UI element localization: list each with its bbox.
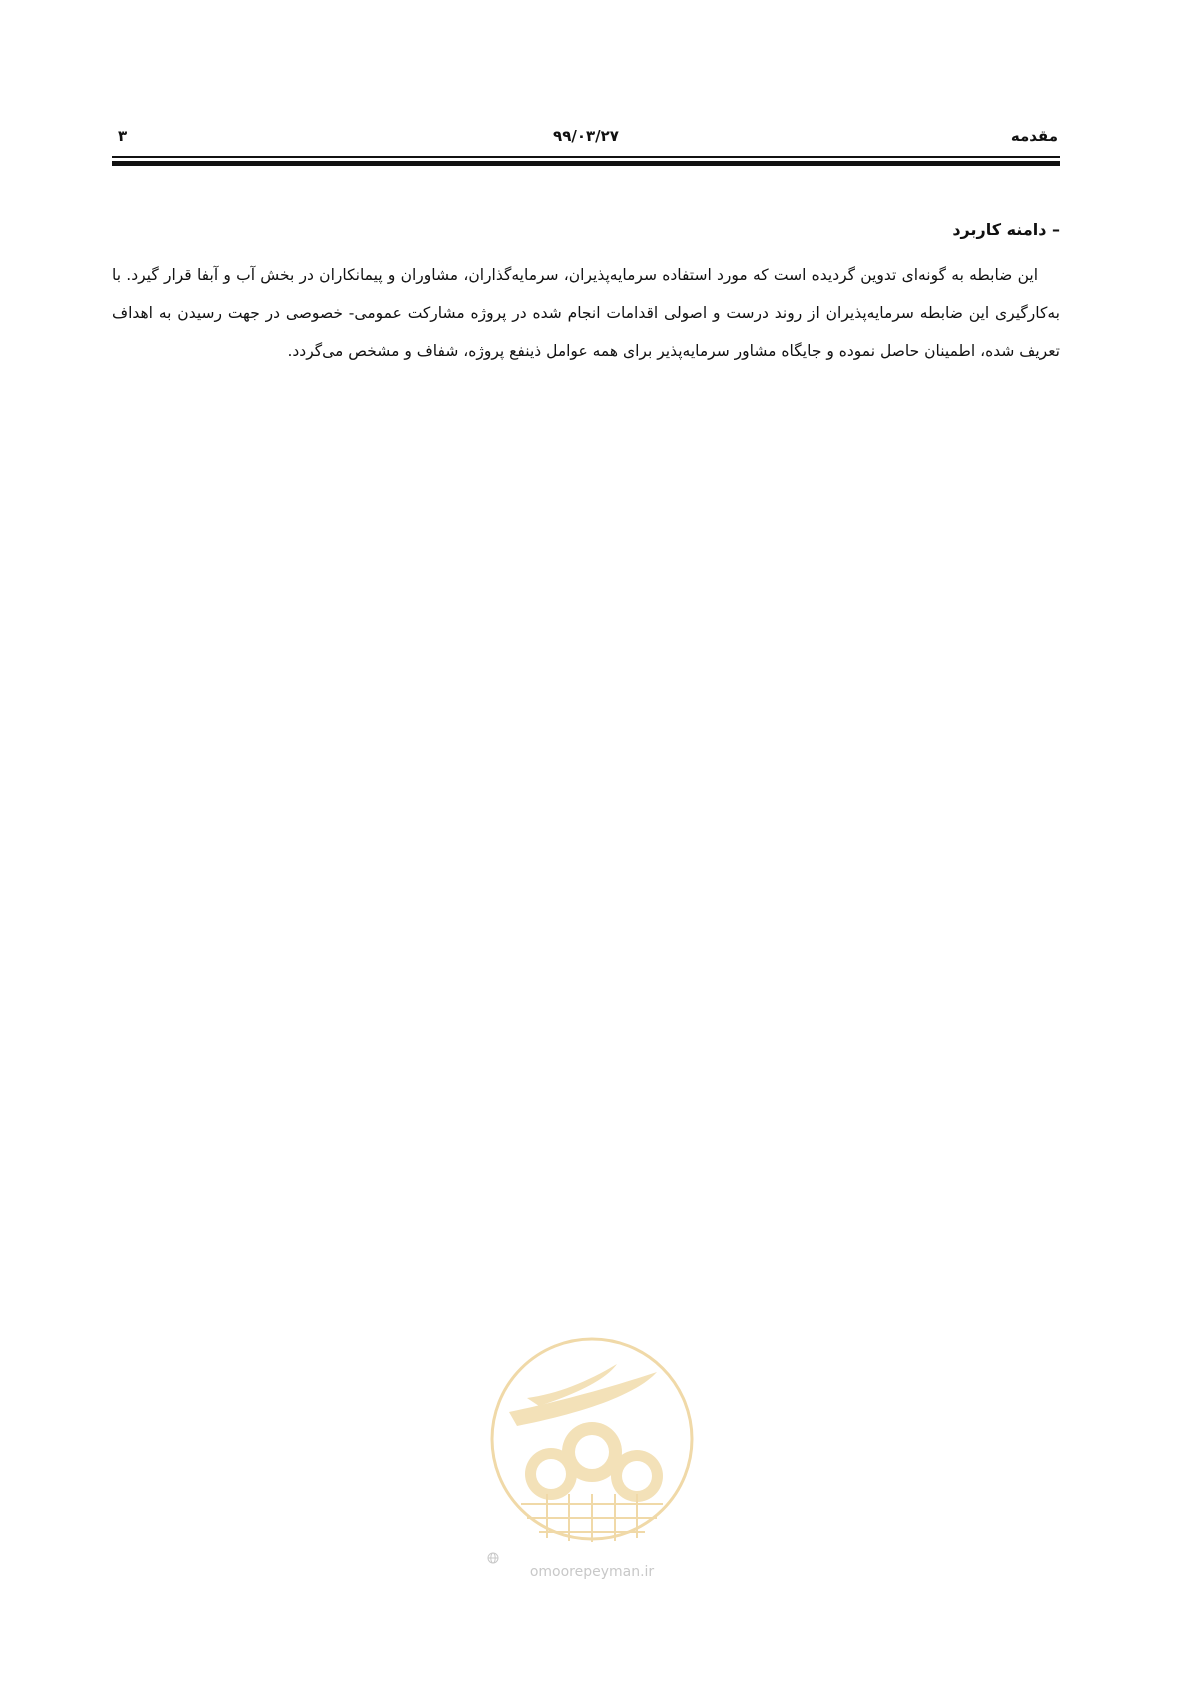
- page-content: [112, 218, 1060, 370]
- body-paragraph: این ضابطه به گونه‌ای تدوین گردیده است که مورد استفاده سرمایه‌پذیران، سرمایه‌گذاران، مشاوران و پیمانکاران در بخش آب و آبفا قرار گیرد. با به‌کارگیری این ضابطه سرمایه‌پذیران از روند درست و اصولی اقدامات انجام شده در پروژه مشارکت عمومی- خصوصی در جهت رسیدن به اهداف تعریف شده، اطمینان حاصل نموده و جایگاه مشاور سرمایه‌پذیر برای همه عوامل ذینفع پروژه، شفاف و مشخص می‌گردد.: [112, 266, 1060, 360]
- header-rule-thin: [112, 156, 1060, 158]
- header-section-title: مقدمه: [1010, 127, 1058, 145]
- header-date: ۹۹/۰۳/۲۷: [553, 127, 619, 145]
- header-rule-thick: [112, 161, 1060, 166]
- globe-icon: [487, 1552, 499, 1564]
- section-heading: – دامنه کاربرد: [952, 220, 1060, 239]
- watermark: [487, 1334, 697, 1580]
- page-number: ۳: [118, 127, 128, 145]
- watermark-logo-icon: [487, 1334, 697, 1544]
- watermark-url-text: omoorepeyman.ir: [529, 1564, 655, 1580]
- page-header: [112, 126, 1060, 166]
- watermark-url: [487, 1552, 697, 1580]
